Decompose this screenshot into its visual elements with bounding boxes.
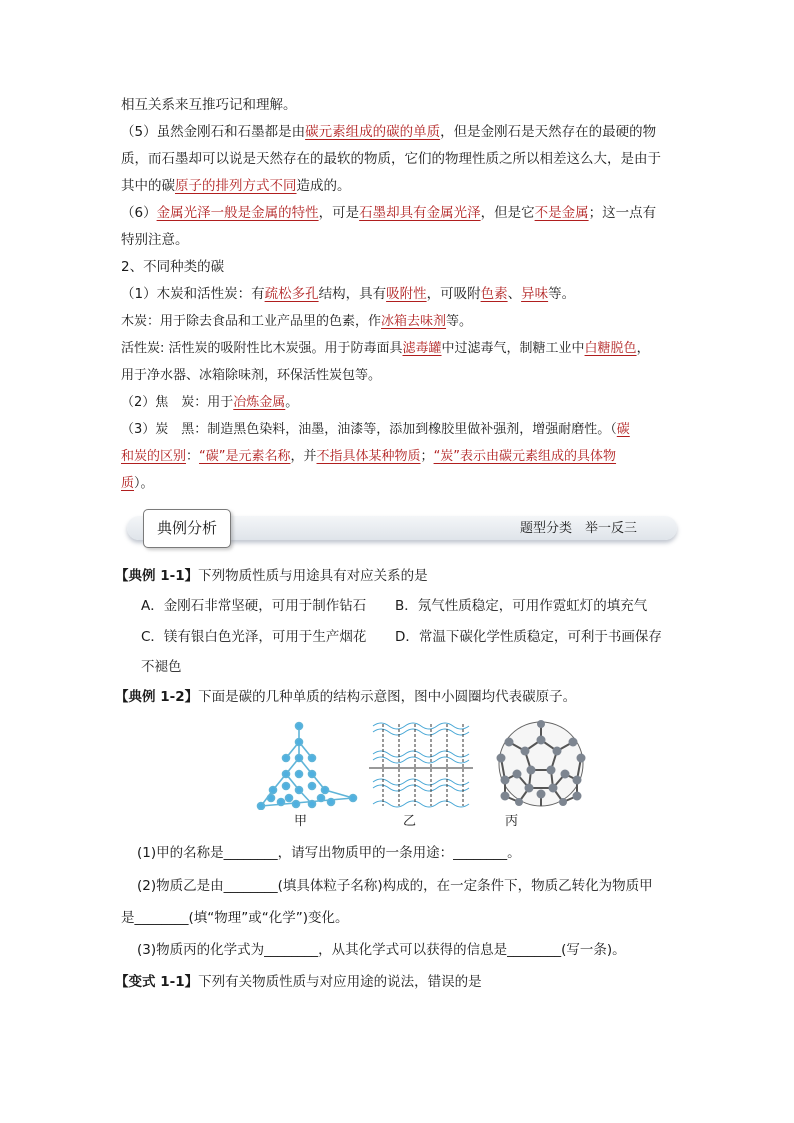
option-d: D．常温下碳化学性质稳定，可利于书画保存 bbox=[395, 629, 662, 645]
text-line: 质）。 bbox=[121, 476, 154, 491]
text-line: （1）木炭和活性炭：有疏松多孔结构，具有吸附性，可吸附色素、异味等。 bbox=[121, 286, 576, 302]
banner-subtitle: 题型分类 举一反三 bbox=[519, 521, 637, 536]
text-line: 质，而石墨却可以说是天然存在的最软的物质，它们的物理性质之所以相差这么大，是由于 bbox=[121, 151, 661, 167]
answer-underline: 金属光泽一般是金属的特性 bbox=[156, 205, 319, 221]
sub-question: (3)物质丙的化学式为________，从其化学式可以获得的信息是________(写一条)。 bbox=[137, 942, 626, 958]
answer-underline: “炭”表示由碳元素组成的具体物 bbox=[433, 449, 617, 464]
text-line: 活性炭: 活性炭的吸附性比木炭强。用于防毒面具滤毒罐中过滤毒气，制糖工业中白糖脱色， bbox=[121, 341, 650, 356]
sub-question: (2)物质乙是由________(填具体粒子名称)构成的，在一定条件下，物质乙转化为物质甲 bbox=[137, 878, 653, 894]
text-line: 用于净水器、冰箱除味剂，环保活性炭包等。 bbox=[121, 368, 382, 383]
option-b: B．氖气性质稳定，可用作霓虹灯的填充气 bbox=[395, 598, 648, 614]
answer-underline: 质 bbox=[121, 476, 135, 491]
question-stem: 【变式 1-1】下列有关物质性质与对应用途的说法，错误的是 bbox=[115, 974, 482, 990]
graphite-structure bbox=[369, 723, 473, 807]
answer-underline: 异味 bbox=[521, 286, 549, 302]
section-banner bbox=[121, 509, 677, 549]
answer-underline: 吸附性 bbox=[386, 286, 427, 302]
answer-underline: 和炭的区别 bbox=[121, 449, 187, 464]
answer-underline: “碳”是元素名称 bbox=[199, 449, 291, 464]
text-line: （5）虽然金刚石和石墨都是由碳元素组成的碳的单质，但是金刚石是天然存在的最硬的物 bbox=[121, 124, 657, 140]
document-page bbox=[115, 92, 677, 998]
structures-svg bbox=[121, 718, 677, 810]
answer-underline: 碳 bbox=[616, 422, 630, 437]
text-line: 和炭的区别：“碳”是元素名称，并不指具体某种物质；“炭”表示由碳元素组成的具体物 bbox=[121, 449, 617, 464]
text-line: 木炭：用于除去食品和工业产品里的色素，作冰箱去味剂等。 bbox=[121, 314, 473, 329]
label-jia: 甲 bbox=[294, 814, 308, 829]
option-c: C．镁有银白色光泽，可用于生产烟花 bbox=[141, 629, 367, 645]
answer-underline: 不指具体某种物质 bbox=[316, 449, 421, 464]
label-bing: 丙 bbox=[505, 814, 519, 829]
fullerene-structure bbox=[497, 720, 586, 806]
answer-underline: 白糖脱色 bbox=[584, 341, 637, 356]
section-heading: 2、不同种类的碳 bbox=[121, 259, 225, 275]
text-line: 特别注意。 bbox=[121, 232, 189, 248]
options-row bbox=[141, 590, 677, 622]
answer-underline: 碳元素组成的碳的单质 bbox=[305, 124, 441, 140]
answer-underline: 色素 bbox=[480, 286, 508, 302]
sub-question: (1)甲的名称是________，请写出物质甲的一条用途：________。 bbox=[137, 845, 521, 861]
answer-underline: 疏松多孔 bbox=[264, 286, 319, 302]
text-line: 相互关系来互推巧记和理解。 bbox=[121, 97, 297, 113]
answer-underline: 冶炼金属 bbox=[233, 395, 286, 410]
answer-underline: 原子的排列方式不同 bbox=[175, 178, 297, 194]
diamond-structure bbox=[258, 723, 357, 810]
answer-underline: 不是金属 bbox=[534, 205, 589, 221]
option-a: A．金刚石非常坚硬，可用于制作钻石 bbox=[141, 598, 367, 614]
question-stem: 【典例 1-1】下列物质性质与用途具有对应关系的是 bbox=[115, 568, 428, 584]
answer-underline: 石墨却具有金属光泽 bbox=[359, 205, 481, 221]
answer-underline: 冰箱去味剂 bbox=[381, 314, 447, 329]
sub-question-continued: 是________(填“物理”或“化学”)变化。 bbox=[121, 910, 349, 926]
options-row bbox=[141, 622, 677, 652]
answer-underline: 滤毒罐 bbox=[402, 341, 442, 356]
question-stem: 【典例 1-2】下面是碳的几种单质的结构示意图，图中小圆圈均代表碳原子。 bbox=[115, 689, 577, 705]
text-line: （2）焦 炭：用于冶炼金属。 bbox=[121, 395, 299, 410]
text-line: （3）炭 黑：制造黑色染料，油墨，油漆等，添加到橡胶里做补强剂，增强耐磨性。（碳 bbox=[121, 422, 630, 437]
banner-title: 典例分析 bbox=[143, 509, 231, 548]
option-d-continued: 不褪色 bbox=[141, 659, 182, 675]
label-yi: 乙 bbox=[403, 814, 417, 829]
text-line: （6）金属光泽一般是金属的特性，可是石墨却具有金属光泽，但是它不是金属；这一点有 bbox=[121, 205, 657, 221]
text-line: 其中的碳原子的排列方式不同造成的。 bbox=[121, 178, 351, 194]
carbon-structures-figure bbox=[121, 718, 677, 828]
